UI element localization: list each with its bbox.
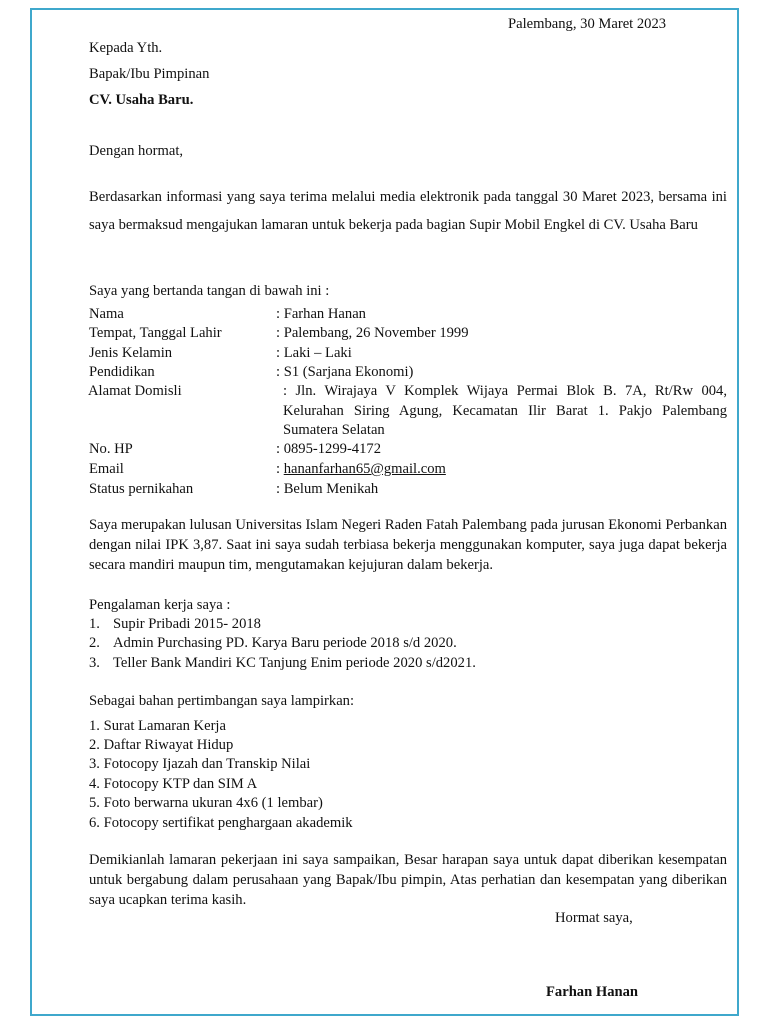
field-label-marital: Status pernikahan — [89, 481, 194, 497]
experience-num: 1. — [89, 616, 100, 632]
closing-paragraph: Demikianlah lamaran pekerjaan ini saya sampaikan, Besar harapan saya untuk dapat diberikan kesempatan untuk bergabung dalam perusahaan yang Bapak/Ibu pimpin, Atas perhatian dan kesempatan yang diberikan saya ucapkan terima kasih. — [89, 852, 727, 908]
field-value-ttl: : Palembang, 26 November 1999 — [276, 325, 469, 341]
attachment-item: 6. Fotocopy sertifikat penghargaan akademik — [89, 815, 353, 831]
field-value-marital: : Belum Menikah — [276, 481, 379, 497]
experience-num: 3. — [89, 655, 100, 671]
greeting: Dengan hormat, — [89, 143, 184, 159]
attachment-item: 2. Daftar Riwayat Hidup — [89, 737, 234, 753]
recipient-line-2: Bapak/Ibu Pimpinan — [89, 66, 210, 82]
field-label-address: Alamat Domisli — [88, 383, 182, 399]
letter-date: Palembang, 30 Maret 2023 — [508, 16, 667, 32]
email-prefix: : — [276, 461, 284, 477]
field-value-nama: : Farhan Hanan — [276, 306, 366, 322]
experience-title: Pengalaman kerja saya : — [89, 597, 231, 613]
experience-item: Admin Purchasing PD. Karya Baru periode 2018 s/d 2020. — [113, 635, 457, 651]
attachment-item: 3. Fotocopy Ijazah dan Transkip Nilai — [89, 756, 311, 772]
field-value-education: : S1 (Sarjana Ekonomi) — [276, 364, 414, 380]
experience-num: 2. — [89, 635, 100, 651]
attachment-item: 1. Surat Lamaran Kerja — [89, 718, 226, 734]
field-label-phone: No. HP — [89, 441, 133, 457]
experience-item: Supir Pribadi 2015- 2018 — [113, 616, 261, 632]
recipient-line-1: Kepada Yth. — [89, 40, 163, 56]
education-paragraph: Saya merupakan lulusan Universitas Islam Negeri Raden Fatah Palembang pada jurusan Ekonomi Perbankan dengan nilai IPK 3,87. Saat ini saya sudah terbiasa bekerja menggunakan komputer, saya juga dapat bekerja secara mandiri maupun tim, mengutamakan kejujuran dalam bekerja. — [89, 517, 727, 573]
email-link[interactable]: hananfarhan65@gmail.com — [283, 461, 446, 477]
field-label-ttl: Tempat, Tanggal Lahir — [89, 325, 222, 341]
field-label-gender: Jenis Kelamin — [89, 345, 173, 361]
attachments-title: Sebagai bahan pertimbangan saya lampirkan: — [89, 693, 355, 709]
field-label-education: Pendidikan — [89, 364, 155, 380]
field-label-nama: Nama — [89, 306, 124, 322]
attachment-item: 4. Fotocopy KTP dan SIM A — [89, 776, 258, 792]
attachment-item: 5. Foto berwarna ukuran 4x6 (1 lembar) — [89, 795, 323, 811]
closing-salutation: Hormat saya, — [555, 910, 633, 926]
field-value-phone: : 0895-1299-4172 — [276, 441, 381, 457]
intro-paragraph: Berdasarkan informasi yang saya terima melalui media elektronik pada tanggal 30 Maret 2023, bersama ini saya bermaksud mengajukan lamaran untuk bekerja pada bagian Supir Mobil Engkel di CV. Usaha Baru — [89, 189, 727, 233]
signer-name: Farhan Hanan — [546, 984, 639, 1000]
field-value-gender: : Laki – Laki — [276, 345, 352, 361]
field-value-email — [276, 461, 446, 478]
experience-item: Teller Bank Mandiri KC Tanjung Enim periode 2020 s/d2021. — [113, 655, 476, 671]
undersigned-intro: Saya yang bertanda tangan di bawah ini : — [89, 283, 330, 299]
field-value-address: : Jln. Wirajaya V Komplek Wijaya Permai Blok B. 7A, Rt/Rw 004, Kelurahan Siring Agung, Kecamatan Ilir Barat 1. Pakjo Palembang Sumatera Selatan — [283, 383, 727, 438]
recipient-company: CV. Usaha Baru. — [89, 92, 194, 108]
field-label-email: Email — [89, 461, 124, 477]
